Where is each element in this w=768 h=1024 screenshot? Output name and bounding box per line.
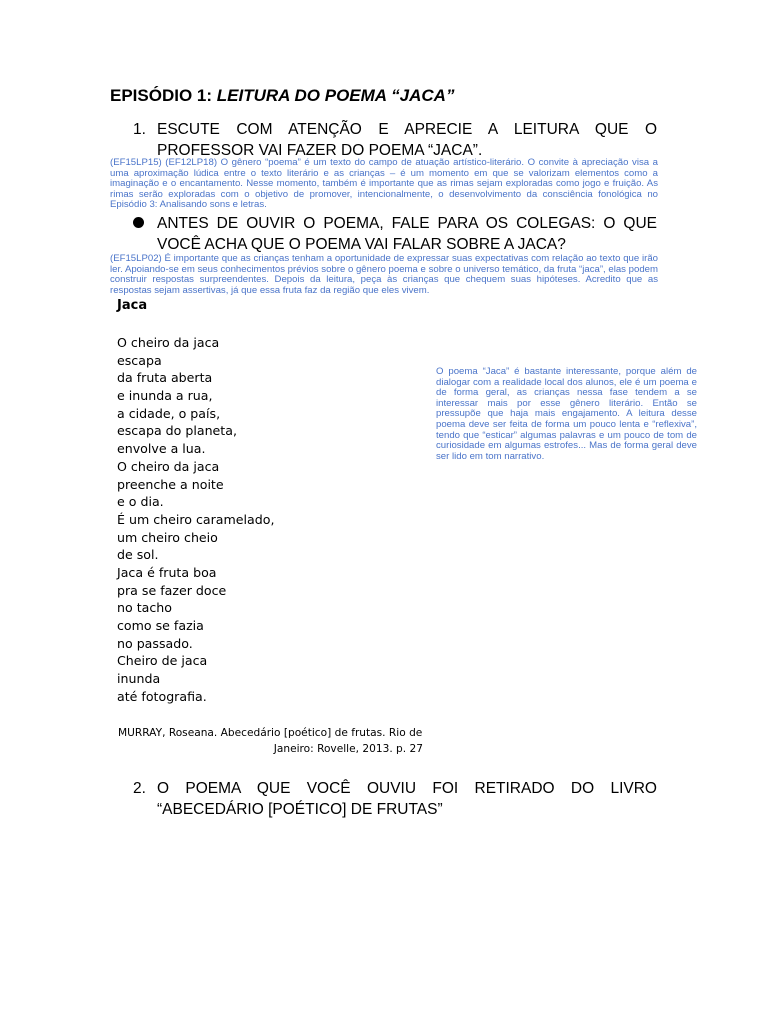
citation — [118, 725, 423, 757]
poem-line: até fotografia. — [117, 688, 207, 704]
poem-line: a cidade, o país, — [117, 405, 221, 421]
poem-line: inunda — [117, 671, 161, 687]
poem-title: Jaca — [117, 298, 148, 313]
poem-line: escapa do planeta, — [117, 423, 237, 439]
poem-body — [117, 334, 274, 705]
poem-line: um cheiro cheio — [117, 529, 218, 545]
bullet-icon — [133, 217, 144, 228]
poem-line: Jaca é fruta boa — [117, 564, 217, 580]
poem-line: da fruta aberta — [117, 370, 213, 386]
bullet-question-text: ANTES DE OUVIR O POEMA, FALE PARA OS COLEGAS: O QUE VOCÊ ACHA QUE O POEMA VAI FALAR SOBRE A JACA? — [157, 215, 657, 253]
poem-line: no passado. — [117, 635, 193, 651]
poem-line: O cheiro da jaca — [117, 458, 220, 474]
poem-line: de sol. — [117, 547, 159, 563]
poem-line: pra se fazer doce — [117, 582, 227, 598]
poem-line: e inunda a rua, — [117, 388, 213, 404]
teacher-note-2: (EF15LP02) É importante que as crianças tenham a oportunidade de expressar suas expectativas com relação ao texto que irão ler. Apoiando-se em seus conhecimentos prévios sobre o gênero poema e sobre o universo temático, da fruta “jaca”, elas podem construir respostas surpreendentes. Depois da leitura, peça às crianças que chequem suas hipóteses. Acredito que as respostas sejam assertivas, já que essa fruta faz da região que eles vivem. — [110, 253, 658, 296]
item-2-number: 2. — [133, 780, 146, 797]
item-2-text: O POEMA QUE VOCÊ OUVIU FOI RETIRADO DO LIVRO “ABECEDÁRIO [POÉTICO] DE FRUTAS” — [157, 780, 657, 818]
teacher-note-1: (EF15LP15) (EF12LP18) O gênero “poema” é um texto do campo de atuação artístico-literário. O convite à apreciação visa a uma aproximação lúdica entre o texto literário e as crianças – é um momento em que se valorizam elementos como a imaginação e o encantamento. Nesse momento, também é importante que as rimas sejam exploradas como jogo e fruição. As rimas serão exploradas com o objetivo de promover, intencionalmente, o desenvolvimento da consciência fonológica no Episódio 3: Analisando sons e letras. — [110, 157, 658, 211]
poem-line: no tacho — [117, 600, 172, 616]
citation-line-2: Janeiro: Rovelle, 2013. p. 27 — [273, 743, 423, 755]
item-1-number: 1. — [133, 121, 146, 138]
episode-title: LEITURA DO POEMA “JACA” — [216, 86, 455, 105]
poem-line: preenche a noite — [117, 476, 224, 492]
poem-line: envolve a lua. — [117, 441, 206, 457]
poem-line: É um cheiro caramelado, — [117, 511, 275, 527]
episode-prefix: EPISÓDIO 1: — [110, 86, 213, 105]
episode-heading — [110, 86, 454, 106]
poem-line: escapa — [117, 352, 162, 368]
poem-line: O cheiro da jaca — [117, 335, 220, 350]
poem-line: Cheiro de jaca — [117, 653, 208, 669]
poem-line: como se fazia — [117, 618, 204, 633]
side-note: O poema “Jaca” é bastante interessante, porque além de dialogar com a realidade local dos alunos, ele é um poema e de forma geral, as crianças nessa fase tendem a se interessar mais por esse gênero literário. Então se pressupõe que haja mais engajamento. A leitura desse poema deve ser feita de forma um pouco lenta e “reflexiva”, tendo que “esticar” algumas palavras e um pouco de tom de curiosidade em algumas estrofes... Mas de forma geral deve ser lido em tom narrativo. — [436, 366, 697, 462]
citation-line-1: MURRAY, Roseana. Abecedário [poético] de frutas. Rio de — [118, 727, 423, 739]
item-1-text: ESCUTE COM ATENÇÃO E APRECIE A LEITURA QUE O PROFESSOR VAI FAZER DO POEMA “JACA”. — [157, 121, 657, 159]
poem-line: e o dia. — [117, 494, 164, 510]
